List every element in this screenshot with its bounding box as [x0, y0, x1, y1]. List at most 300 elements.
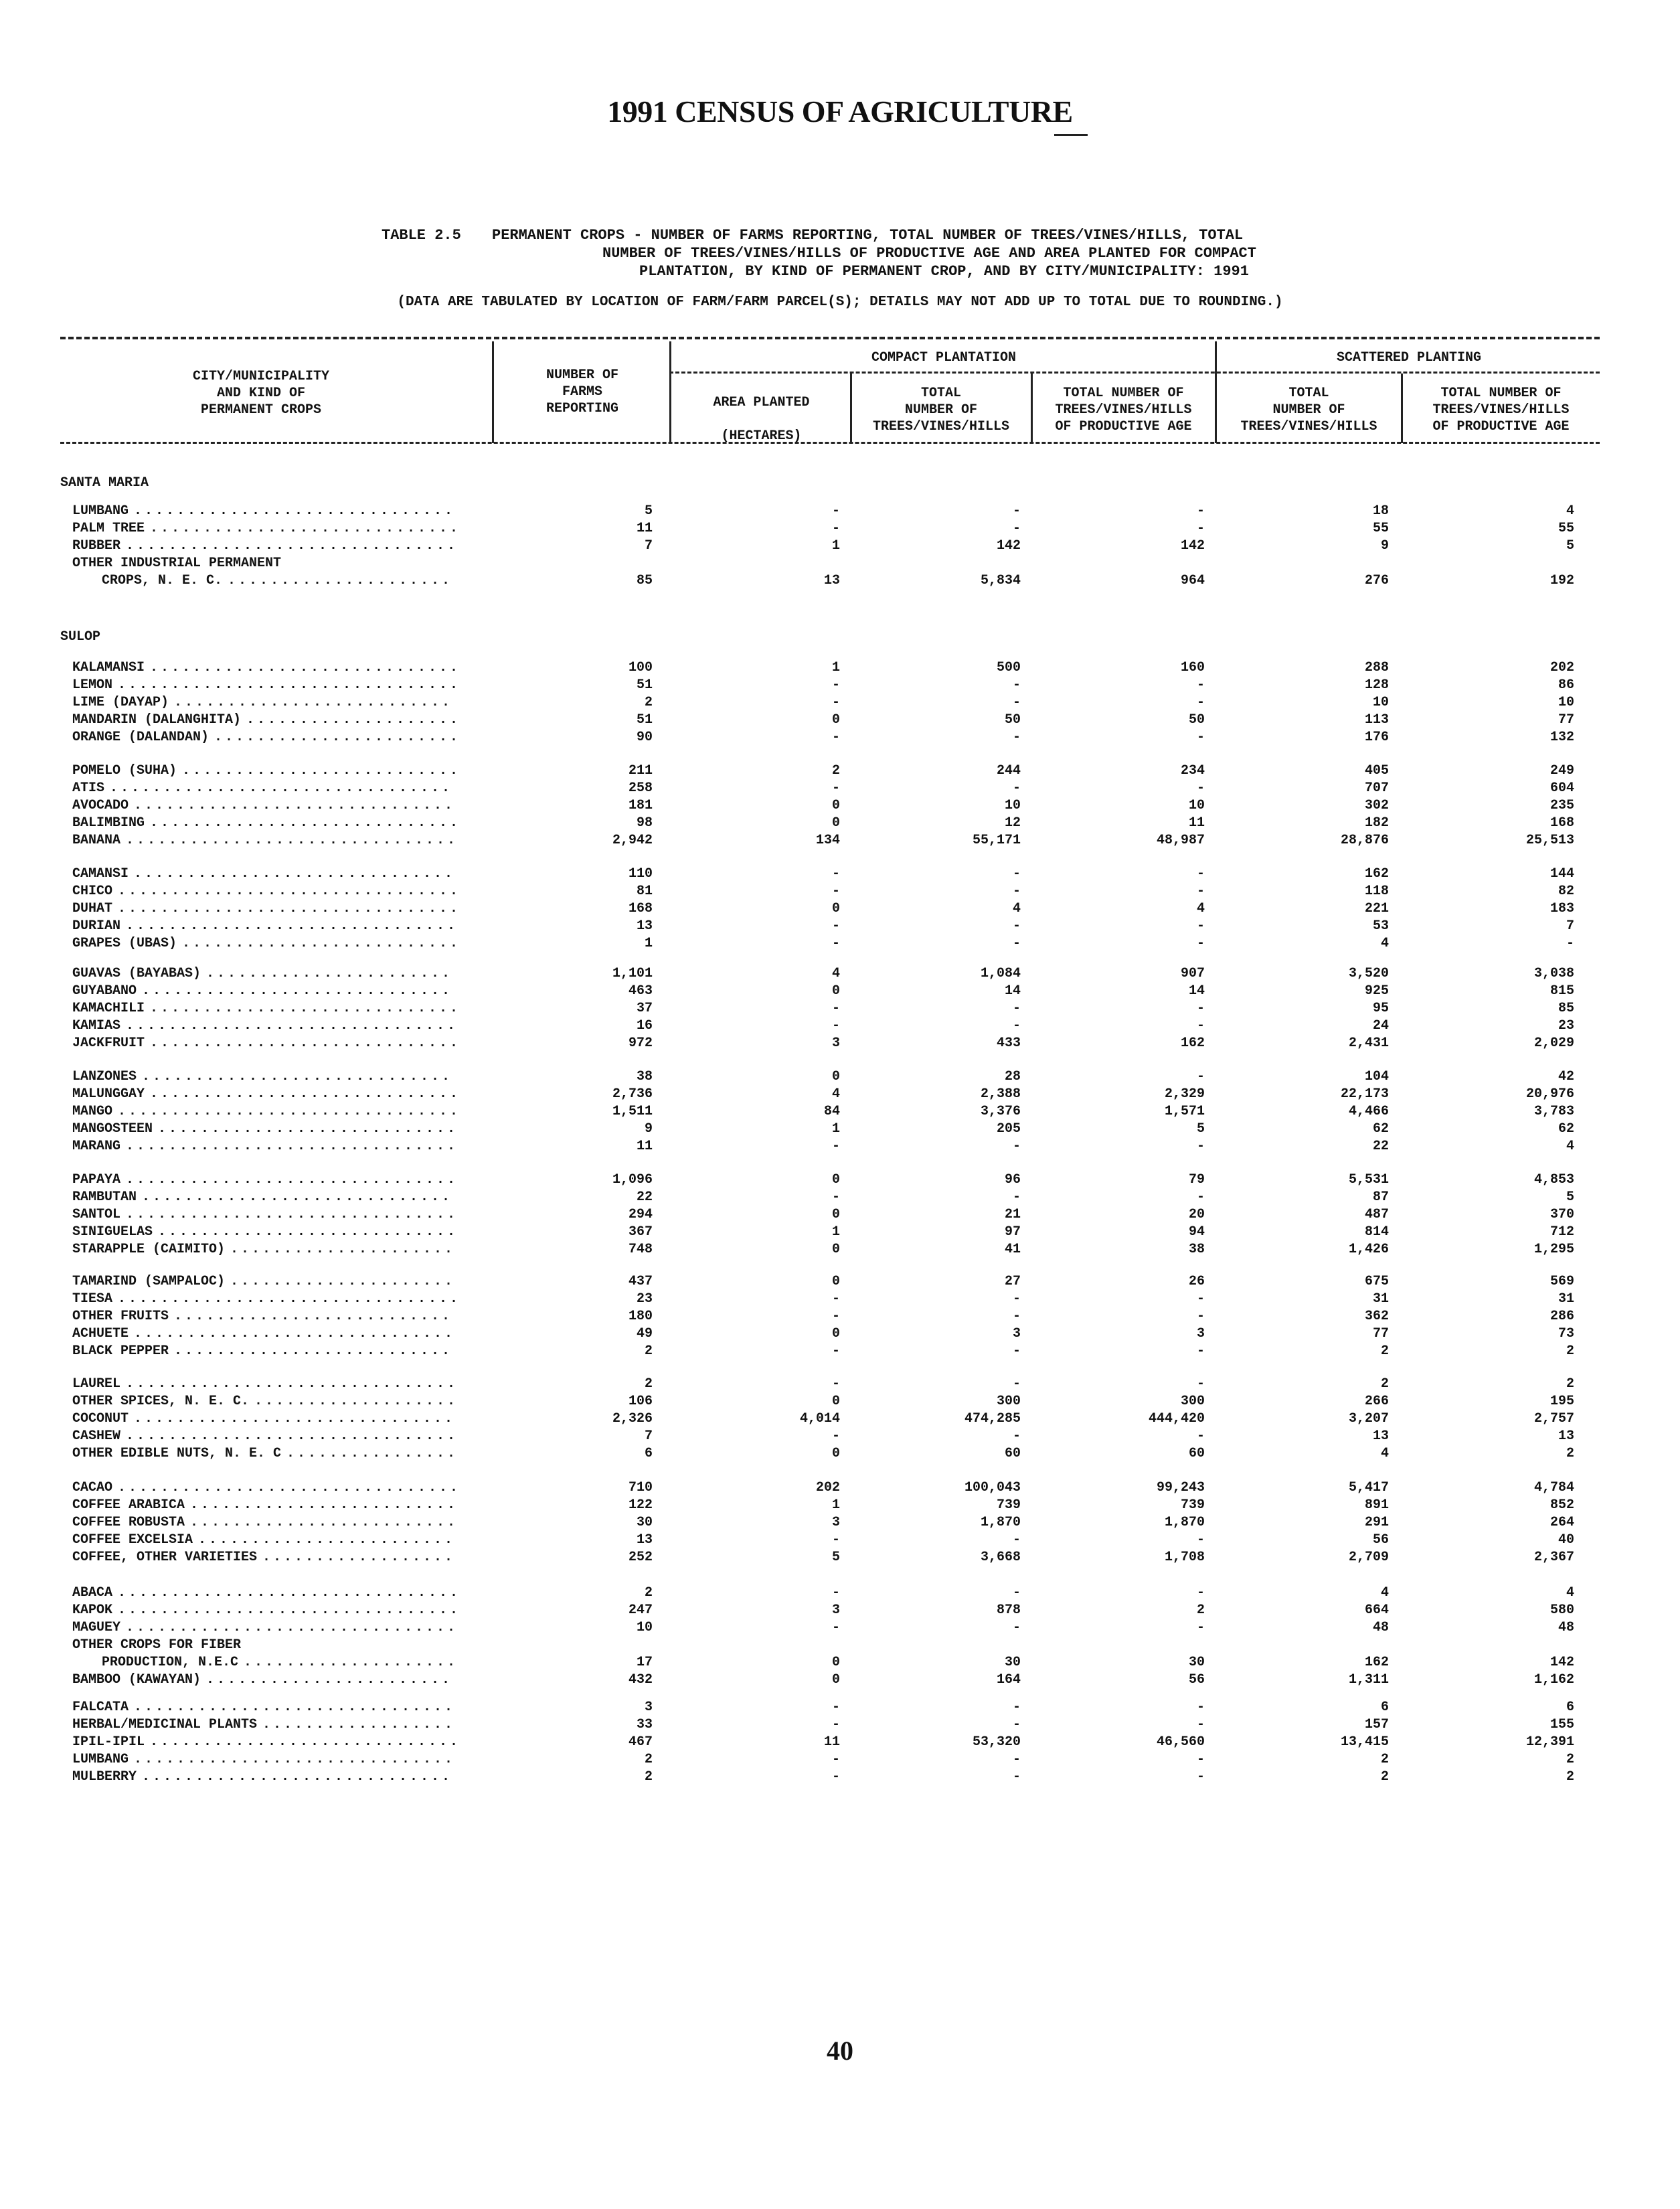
table-cell: 0 [831, 1446, 840, 1461]
table-cell: 907 [1180, 966, 1205, 981]
table-cell: 168 [628, 901, 653, 916]
table-cell: 1,295 [1533, 1242, 1574, 1257]
table-cell: - [831, 1752, 840, 1767]
table-cell: - [1012, 1700, 1021, 1715]
table-cell: 96 [1004, 1172, 1021, 1188]
table-row [0, 1585, 1680, 1603]
leader-dots: .......................... [174, 1343, 453, 1359]
table-cell: 11 [636, 1139, 653, 1154]
table-cell: - [1012, 1585, 1021, 1601]
table-cell: 964 [1180, 573, 1205, 588]
table-cell: 48 [1558, 1620, 1574, 1635]
table-cell: - [831, 1700, 840, 1715]
leader-dots: ....................... [206, 1672, 453, 1688]
table-cell: 2 [644, 695, 653, 710]
table-cell: 26 [1188, 1274, 1205, 1289]
crop-name: LAUREL [72, 1376, 121, 1392]
table-cell: - [1196, 918, 1205, 934]
table-cell: 2,329 [1164, 1086, 1205, 1102]
table-cell: 181 [628, 798, 653, 813]
table-cell: 98 [636, 815, 653, 831]
table-cell: - [1196, 1700, 1205, 1715]
crop-name: OTHER FRUITS [72, 1309, 169, 1324]
table-row [0, 1637, 1680, 1655]
leader-dots: .......................... [182, 763, 461, 779]
table-cell: - [831, 730, 840, 745]
table-cell: 55 [1558, 521, 1574, 536]
table-cell: - [831, 1139, 840, 1154]
table-cell: 249 [1549, 763, 1574, 779]
table-cell: 53,320 [972, 1734, 1021, 1750]
table-cell: - [1196, 1532, 1205, 1548]
table-cell: 0 [831, 1274, 840, 1289]
table-cell: 2 [644, 1769, 653, 1785]
table-row [0, 884, 1680, 901]
table-row [0, 1532, 1680, 1550]
crop-name: GRAPES (UBAS) [72, 936, 177, 951]
leader-dots: ............................... [126, 833, 458, 848]
table-cell: 1,084 [980, 966, 1021, 981]
header-scattered-planting: SCATTERED PLANTING [1336, 350, 1482, 365]
leader-dots: ............................. [142, 1069, 453, 1084]
leader-dots: ................................ [118, 884, 461, 899]
table-cell: - [1012, 1018, 1021, 1034]
table-cell: - [1196, 1769, 1205, 1785]
leader-dots: .............................. [134, 1411, 456, 1426]
table-cell: 10 [1372, 695, 1389, 710]
table-cell: 1,426 [1348, 1242, 1389, 1257]
table-cell: 0 [831, 1069, 840, 1084]
table-cell: 14 [1004, 983, 1021, 999]
table-cell: 9 [644, 1121, 653, 1137]
leader-dots: ............................... [126, 1018, 458, 1034]
table-cell: 3,783 [1533, 1104, 1574, 1119]
crop-name: ATIS [72, 781, 105, 796]
table-cell: 13 [1372, 1428, 1389, 1444]
table-cell: 0 [831, 798, 840, 813]
leader-dots: .................. [262, 1717, 456, 1732]
table-row-continuation [0, 573, 1680, 590]
table-row [0, 1394, 1680, 1411]
table-cell: 5 [1196, 1121, 1205, 1137]
crop-name: LIME (DAYAP) [72, 695, 169, 710]
table-cell: 180 [628, 1309, 653, 1324]
table-cell: - [1012, 1190, 1021, 1205]
table-cell: 463 [628, 983, 653, 999]
table-row [0, 1752, 1680, 1769]
table-cell: - [1196, 1069, 1205, 1084]
crop-name: BALIMBING [72, 815, 145, 831]
leader-dots: ............................. [150, 815, 461, 831]
table-cell: 3,207 [1348, 1411, 1389, 1426]
table-cell: 100,043 [964, 1480, 1021, 1495]
crop-name: LEMON [72, 677, 113, 693]
table-cell: 162 [1180, 1036, 1205, 1051]
table-cell: 2 [1380, 1376, 1389, 1392]
table-cell: 264 [1549, 1515, 1574, 1530]
table-cell: 205 [996, 1121, 1021, 1137]
table-row [0, 538, 1680, 556]
table-cell: - [1196, 781, 1205, 796]
table-cell: - [1196, 677, 1205, 693]
table-cell: - [1012, 936, 1021, 951]
table-cell: 2 [1566, 1376, 1574, 1392]
table-cell: - [1196, 1001, 1205, 1016]
table-cell: - [1012, 918, 1021, 934]
table-row [0, 781, 1680, 798]
table-row [0, 730, 1680, 747]
table-cell: 5 [831, 1550, 840, 1565]
crop-name: CASHEW [72, 1428, 121, 1444]
table-cell: 2 [1380, 1769, 1389, 1785]
table-row [0, 1242, 1680, 1259]
table-cell: 10 [1188, 798, 1205, 813]
table-cell: 1 [831, 660, 840, 675]
table-cell: 2,942 [612, 833, 653, 848]
table-cell: 2,709 [1348, 1550, 1389, 1565]
table-cell: 82 [1558, 884, 1574, 899]
crop-name: KALAMANSI [72, 660, 145, 675]
table-cell: 13 [636, 1532, 653, 1548]
table-cell: 16 [636, 1018, 653, 1034]
table-row [0, 918, 1680, 936]
crop-name: DUHAT [72, 901, 113, 916]
leader-dots: .............................. [134, 866, 456, 882]
table-cell: 49 [636, 1326, 653, 1341]
table-cell: 7 [644, 1428, 653, 1444]
table-cell: 31 [1558, 1291, 1574, 1307]
table-cell: 79 [1188, 1172, 1205, 1188]
table-cell: 99,243 [1156, 1480, 1205, 1495]
crop-name: CHICO [72, 884, 113, 899]
table-cell: 38 [1188, 1242, 1205, 1257]
table-cell: 739 [996, 1497, 1021, 1513]
table-cell: 6 [1380, 1700, 1389, 1715]
table-cell: - [1196, 1620, 1205, 1635]
table-cell: 2,029 [1533, 1036, 1574, 1051]
table-cell: 28,876 [1340, 833, 1389, 848]
table-cell: 852 [1549, 1497, 1574, 1513]
table-cell: 183 [1549, 901, 1574, 916]
table-cell: 0 [831, 712, 840, 728]
table-cell: 5 [644, 503, 653, 519]
table-cell: - [831, 1291, 840, 1307]
table-cell: 4,784 [1533, 1480, 1574, 1495]
table-cell: - [831, 936, 840, 951]
table-cell: 4 [1566, 1585, 1574, 1601]
table-cell: 2,736 [612, 1086, 653, 1102]
table-cell: - [1196, 1291, 1205, 1307]
table-cell: 38 [636, 1069, 653, 1084]
table-cell: 3,376 [980, 1104, 1021, 1119]
table-cell: 300 [1180, 1394, 1205, 1409]
leader-dots: ..................... [230, 1274, 456, 1289]
table-cell: 22 [636, 1190, 653, 1205]
table-cell: - [1196, 1428, 1205, 1444]
table-cell: 7 [1566, 918, 1574, 934]
crop-name: MALUNGGAY [72, 1086, 145, 1102]
table-cell: 3 [1196, 1326, 1205, 1341]
table-cell: 113 [1364, 712, 1389, 728]
table-row [0, 866, 1680, 884]
table-cell: 300 [996, 1394, 1021, 1409]
table-row [0, 1018, 1680, 1036]
leader-dots: .................. [262, 1550, 456, 1565]
table-cell: 433 [996, 1036, 1021, 1051]
table-row [0, 1734, 1680, 1752]
table-cell: 50 [1004, 712, 1021, 728]
table-cell: 5,531 [1348, 1172, 1389, 1188]
table-cell: - [1196, 1376, 1205, 1392]
leader-dots: ................... [254, 1394, 458, 1409]
table-cell: 202 [815, 1480, 840, 1495]
table-cell: 664 [1364, 1603, 1389, 1618]
table-cell: 5,417 [1348, 1480, 1389, 1495]
table-cell: - [831, 1376, 840, 1392]
crop-name: LANZONES [72, 1069, 137, 1084]
table-cell: - [1012, 1291, 1021, 1307]
table-cell: - [1012, 1532, 1021, 1548]
table-cell: - [831, 1769, 840, 1785]
table-row [0, 1086, 1680, 1104]
crop-name-continuation: PRODUCTION, N.E.C [102, 1655, 239, 1670]
table-cell: 707 [1364, 781, 1389, 796]
table-row [0, 1446, 1680, 1463]
table-cell: 142 [1549, 1655, 1574, 1670]
table-cell: 1,571 [1164, 1104, 1205, 1119]
table-cell: 0 [831, 1207, 840, 1222]
table-cell: - [1012, 1376, 1021, 1392]
table-cell: 12 [1004, 815, 1021, 831]
table-cell: 302 [1364, 798, 1389, 813]
table-cell: 4 [1566, 1139, 1574, 1154]
table-row [0, 556, 1680, 573]
leader-dots: ......................... [190, 1515, 458, 1530]
table-cell: - [831, 1717, 840, 1732]
leader-dots: ................................ [118, 1585, 461, 1601]
table-cell: - [1196, 1343, 1205, 1359]
table-cell: 0 [831, 815, 840, 831]
leader-dots: ............................. [150, 1036, 461, 1051]
section-heading: SULOP [60, 629, 101, 645]
table-cell: 30 [636, 1515, 653, 1530]
table-cell: 60 [1188, 1446, 1205, 1461]
caption-line-3: PLANTATION, BY KIND OF PERMANENT CROP, AND BY CITY/MUNICIPALITY: 1991 [639, 263, 1249, 280]
table-cell: 46,560 [1156, 1734, 1205, 1750]
table-row [0, 660, 1680, 677]
table-cell: 3 [831, 1036, 840, 1051]
table-cell: 1,511 [612, 1104, 653, 1119]
table-row [0, 1036, 1680, 1053]
table-cell: 4 [1380, 1585, 1389, 1601]
table-row [0, 1515, 1680, 1532]
table-cell: 288 [1364, 660, 1389, 675]
leader-dots: .......................... [182, 936, 461, 951]
table-row-continuation [0, 1655, 1680, 1672]
table-cell: 128 [1364, 677, 1389, 693]
table-cell: 87 [1372, 1190, 1389, 1205]
crop-name: ACHUETE [72, 1326, 129, 1341]
table-cell: 53 [1372, 918, 1389, 934]
leader-dots: ........................ [198, 1532, 456, 1548]
table-cell: 7 [644, 538, 653, 554]
table-cell: 85 [636, 573, 653, 588]
table-cell: 56 [1188, 1672, 1205, 1688]
table-cell: 814 [1364, 1224, 1389, 1240]
table-cell: 160 [1180, 660, 1205, 675]
table-row [0, 833, 1680, 850]
table-cell: - [1012, 1717, 1021, 1732]
table-cell: 5,834 [980, 573, 1021, 588]
table-cell: 266 [1364, 1394, 1389, 1409]
crop-name: COFFEE EXCELSIA [72, 1532, 193, 1548]
leader-dots: .......................... [174, 1309, 453, 1324]
crop-name: COFFEE ARABICA [72, 1497, 185, 1513]
leader-dots: .............................. [134, 1326, 456, 1341]
table-cell: 24 [1372, 1018, 1389, 1034]
table-cell: 86 [1558, 677, 1574, 693]
table-cell: 48,987 [1156, 833, 1205, 848]
table-cell: 142 [996, 538, 1021, 554]
leader-dots: .................... [244, 1655, 458, 1670]
table-cell: - [831, 677, 840, 693]
leader-dots: ................................ [110, 781, 453, 796]
table-row [0, 521, 1680, 538]
table-cell: - [1196, 521, 1205, 536]
table-cell: 0 [831, 1655, 840, 1670]
leader-dots: .............................. [134, 798, 456, 813]
crop-name: STARAPPLE (CAIMITO) [72, 1242, 226, 1257]
table-row [0, 1672, 1680, 1690]
table-cell: - [1196, 884, 1205, 899]
table-cell: - [1012, 1343, 1021, 1359]
crop-name: MANDARIN (DALANGHITA) [72, 712, 242, 728]
table-cell: 221 [1364, 901, 1389, 916]
table-label: TABLE 2.5 [382, 227, 461, 244]
table-cell: 4,014 [799, 1411, 840, 1426]
table-cell: 85 [1558, 1001, 1574, 1016]
table-row [0, 1207, 1680, 1224]
table-cell: 14 [1188, 983, 1205, 999]
table-row [0, 1172, 1680, 1190]
table-cell: 28 [1004, 1069, 1021, 1084]
table-cell: 4 [1566, 503, 1574, 519]
table-cell: 30 [1004, 1655, 1021, 1670]
crop-name: MAGUEY [72, 1620, 121, 1635]
table-cell: - [1012, 730, 1021, 745]
table-cell: - [1012, 521, 1021, 536]
table-cell: 60 [1004, 1446, 1021, 1461]
table-cell: 142 [1180, 538, 1205, 554]
table-cell: 712 [1549, 1224, 1574, 1240]
table-cell: 4 [1380, 1446, 1389, 1461]
table-cell: 20 [1188, 1207, 1205, 1222]
table-cell: - [831, 695, 840, 710]
table-cell: 276 [1364, 573, 1389, 588]
table-cell: 164 [996, 1672, 1021, 1688]
table-row [0, 1376, 1680, 1394]
leader-dots: ............................. [150, 1086, 461, 1102]
leader-dots: ................................ [118, 901, 461, 916]
table-cell: 33 [636, 1717, 653, 1732]
table-cell: 122 [628, 1497, 653, 1513]
table-cell: - [831, 918, 840, 934]
table-cell: - [831, 781, 840, 796]
table-cell: 195 [1549, 1394, 1574, 1409]
crop-name: MANGOSTEEN [72, 1121, 153, 1137]
table-cell: 252 [628, 1550, 653, 1565]
leader-dots: ............................. [150, 521, 461, 536]
table-row [0, 1603, 1680, 1620]
table-cell: - [1196, 1139, 1205, 1154]
leader-dots: ............................... [126, 918, 458, 934]
table-cell: 30 [1188, 1655, 1205, 1670]
table-cell: 11 [823, 1734, 840, 1750]
leader-dots: ............................. [142, 983, 453, 999]
table-cell: 51 [636, 712, 653, 728]
table-row [0, 815, 1680, 833]
table-cell: 202 [1549, 660, 1574, 675]
table-cell: 235 [1549, 798, 1574, 813]
header-area-planted: AREA PLANTED (HECTARES) [713, 395, 810, 444]
table-row [0, 1343, 1680, 1361]
table-cell: 925 [1364, 983, 1389, 999]
table-row [0, 798, 1680, 815]
table-cell: - [1566, 936, 1574, 951]
crop-name: LUMBANG [72, 503, 129, 519]
crop-name: BANANA [72, 833, 121, 848]
table-row [0, 695, 1680, 712]
table-cell: 42 [1558, 1069, 1574, 1084]
table-cell: 12,391 [1525, 1734, 1574, 1750]
table-note: (DATA ARE TABULATED BY LOCATION OF FARM/FARM PARCEL(S); DETAILS MAY NOT ADD UP TO TOTAL DUE TO ROUNDING.) [397, 295, 1283, 310]
table-cell: 100 [628, 660, 653, 675]
table-row [0, 983, 1680, 1001]
table-cell: - [1012, 503, 1021, 519]
table-cell: 13 [1558, 1428, 1574, 1444]
table-cell: - [831, 884, 840, 899]
table-cell: 370 [1549, 1207, 1574, 1222]
table-row [0, 1291, 1680, 1309]
crop-name: LUMBANG [72, 1752, 129, 1767]
table-cell: 4 [831, 966, 840, 981]
crop-name: CAMANSI [72, 866, 129, 882]
table-cell: 155 [1549, 1717, 1574, 1732]
table-cell: 13 [823, 573, 840, 588]
table-cell: 48 [1372, 1620, 1389, 1635]
crop-name: BAMBOO (KAWAYAN) [72, 1672, 201, 1688]
table-cell: 40 [1558, 1532, 1574, 1548]
table-cell: 0 [831, 1326, 840, 1341]
crop-name: TIESA [72, 1291, 113, 1307]
leader-dots: .......................... [174, 695, 453, 710]
crop-name: DURIAN [72, 918, 121, 934]
crop-name: POMELO (SUHA) [72, 763, 177, 779]
table-cell: 432 [628, 1672, 653, 1688]
leader-dots: ............................... [126, 1620, 458, 1635]
table-cell: 94 [1188, 1224, 1205, 1240]
table-cell: 81 [636, 884, 653, 899]
table-cell: 291 [1364, 1515, 1389, 1530]
table-cell: - [1196, 936, 1205, 951]
table-cell: 211 [628, 763, 653, 779]
crop-name: COFFEE, OTHER VARIETIES [72, 1550, 258, 1565]
table-cell: 891 [1364, 1497, 1389, 1513]
table-row [0, 677, 1680, 695]
table-cell: - [1012, 1001, 1021, 1016]
table-cell: 244 [996, 763, 1021, 779]
table-cell: 2,388 [980, 1086, 1021, 1102]
